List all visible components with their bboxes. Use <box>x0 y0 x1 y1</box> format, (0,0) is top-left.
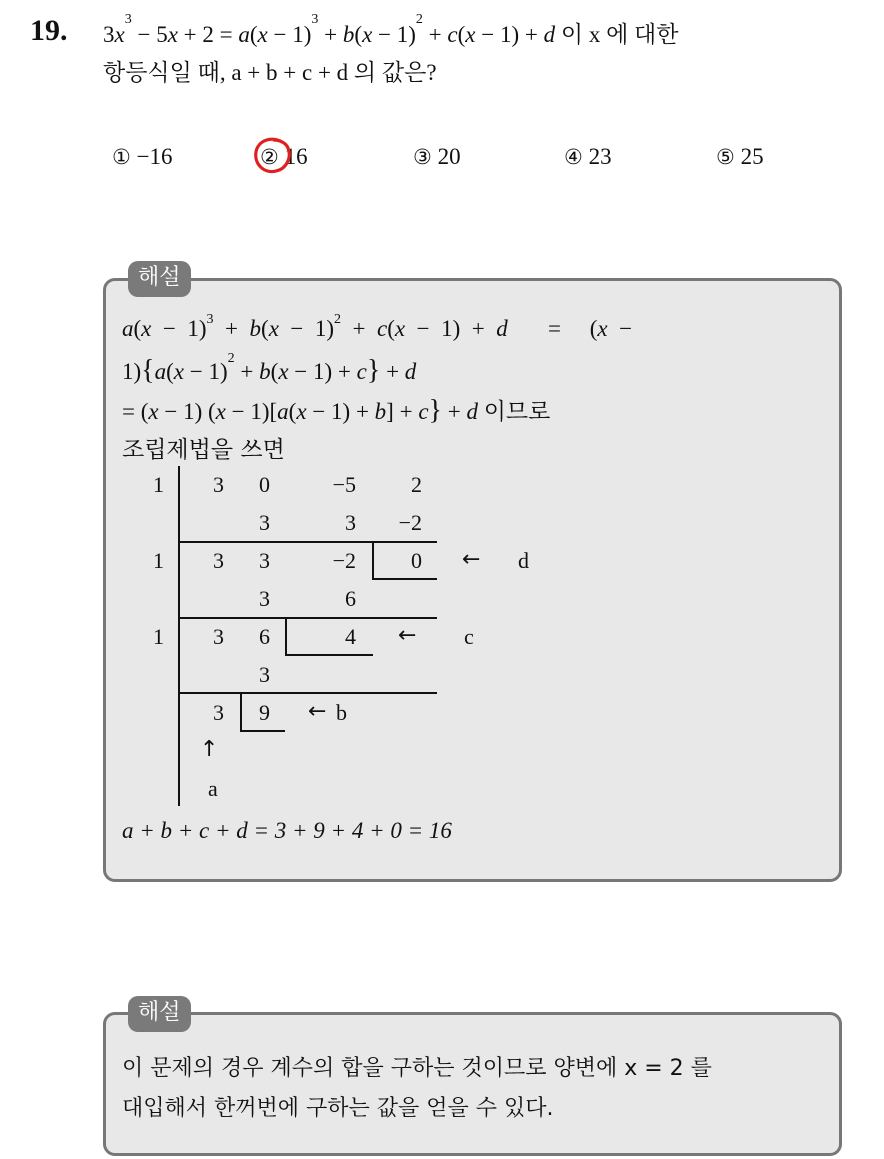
table-cell: −5 <box>332 472 356 497</box>
remainder-box-left <box>240 693 242 731</box>
divisor-2: 1 <box>153 548 164 573</box>
choice-2-mark: ② <box>260 145 279 169</box>
answer-circle-mark-icon <box>252 136 294 176</box>
choice-4[interactable] <box>564 144 612 170</box>
question-line-1-tail: 이 x 에 대한 <box>560 22 679 47</box>
remainder-box-left <box>372 541 374 579</box>
choice-3-mark: ③ <box>413 145 432 169</box>
label-b: b <box>336 700 347 725</box>
table-rule <box>178 617 437 619</box>
table-cell: 3 <box>213 548 224 573</box>
left-arrow-icon: ← <box>308 699 327 724</box>
choice-5-mark: ⑤ <box>716 145 735 169</box>
table-cell: 0 <box>259 472 270 497</box>
table-cell: 3 <box>259 586 270 611</box>
divisor-1: 1 <box>153 472 164 497</box>
left-arrow-icon: ← <box>462 547 481 572</box>
table-cell: 3 <box>213 700 224 725</box>
choice-1-mark: ① <box>112 145 131 169</box>
choice-4-mark: ④ <box>564 145 583 169</box>
solution-line-1: $a(x - 1)^3 + b(x - 1)^2 + c(x - 1) + d$ = (x − <box>122 312 633 341</box>
up-arrow-icon: ↑ <box>200 737 219 762</box>
remainder-box-bottom <box>240 730 285 732</box>
solution2-line-2: 대입해서 한꺼번에 구하는 값을 얻을 수 있다. <box>122 1096 554 1121</box>
table-cell: −2 <box>332 548 356 573</box>
table-cell: 3 <box>213 624 224 649</box>
table-cell: 2 <box>411 472 422 497</box>
table-cell-remainder-b: 9 <box>259 700 270 725</box>
question-line-1: $3x^3 - 5x + 2 = a(x - 1)^3 + b(x - 1)^2 + c(x - 1) + d$ 이 x 에 대한 <box>103 12 679 47</box>
label-d: d <box>518 548 529 573</box>
table-cell: 3 <box>345 510 356 535</box>
table-cell: 6 <box>345 586 356 611</box>
solution-tag-1: 해설 <box>128 261 191 297</box>
table-rule <box>178 541 437 543</box>
choice-3[interactable] <box>413 144 461 170</box>
remainder-box-left <box>285 617 287 655</box>
table-cell-remainder-c: 4 <box>345 624 356 649</box>
choice-1[interactable] <box>112 144 173 170</box>
solution-box-2 <box>103 1012 842 1156</box>
table-cell: 3 <box>259 662 270 687</box>
table-vertical-line <box>178 466 180 806</box>
solution-line-3: = (x − 1) (x − 1)[a(x − 1) + b] + c} + d 이므로 <box>122 395 551 426</box>
solution-line-3-suffix: 이므로 <box>483 399 551 425</box>
remainder-box-bottom <box>372 578 437 580</box>
table-rule <box>178 692 437 694</box>
solution-line-2: $1)\{a(x - 1)^2 + b(x - 1) + c\} + d$ <box>122 351 417 386</box>
choice-5-value: 25 <box>740 144 764 169</box>
table-cell: −2 <box>398 510 422 535</box>
choice-4-value: 23 <box>588 144 612 169</box>
solution-tag-2: 해설 <box>128 996 191 1032</box>
left-arrow-icon: ← <box>398 623 417 648</box>
label-a: a <box>208 776 218 801</box>
choice-2-value: 16 <box>284 144 308 169</box>
table-cell-remainder-d: 0 <box>411 548 422 573</box>
solution2-line-1: 이 문제의 경우 계수의 합을 구하는 것이므로 양변에 x = 2 를 <box>122 1056 712 1081</box>
choice-1-value: −16 <box>136 144 173 169</box>
choice-5[interactable] <box>716 144 764 170</box>
question-number: 19. <box>30 14 68 47</box>
choice-3-value: 20 <box>437 144 461 169</box>
table-cell: 3 <box>259 510 270 535</box>
divisor-3: 1 <box>153 624 164 649</box>
label-c: c <box>464 624 474 649</box>
table-cell: 3 <box>259 548 270 573</box>
solution-final-line: a + b + c + d = 3 + 9 + 4 + 0 = 16 <box>122 818 452 843</box>
solution-line-4: 조립제법을 쓰면 <box>122 437 285 463</box>
question-line-2: 항등식일 때, a + b + c + d 의 값은? <box>103 60 437 85</box>
table-cell: 3 <box>213 472 224 497</box>
table-cell: 6 <box>259 624 270 649</box>
remainder-box-bottom <box>285 654 373 656</box>
